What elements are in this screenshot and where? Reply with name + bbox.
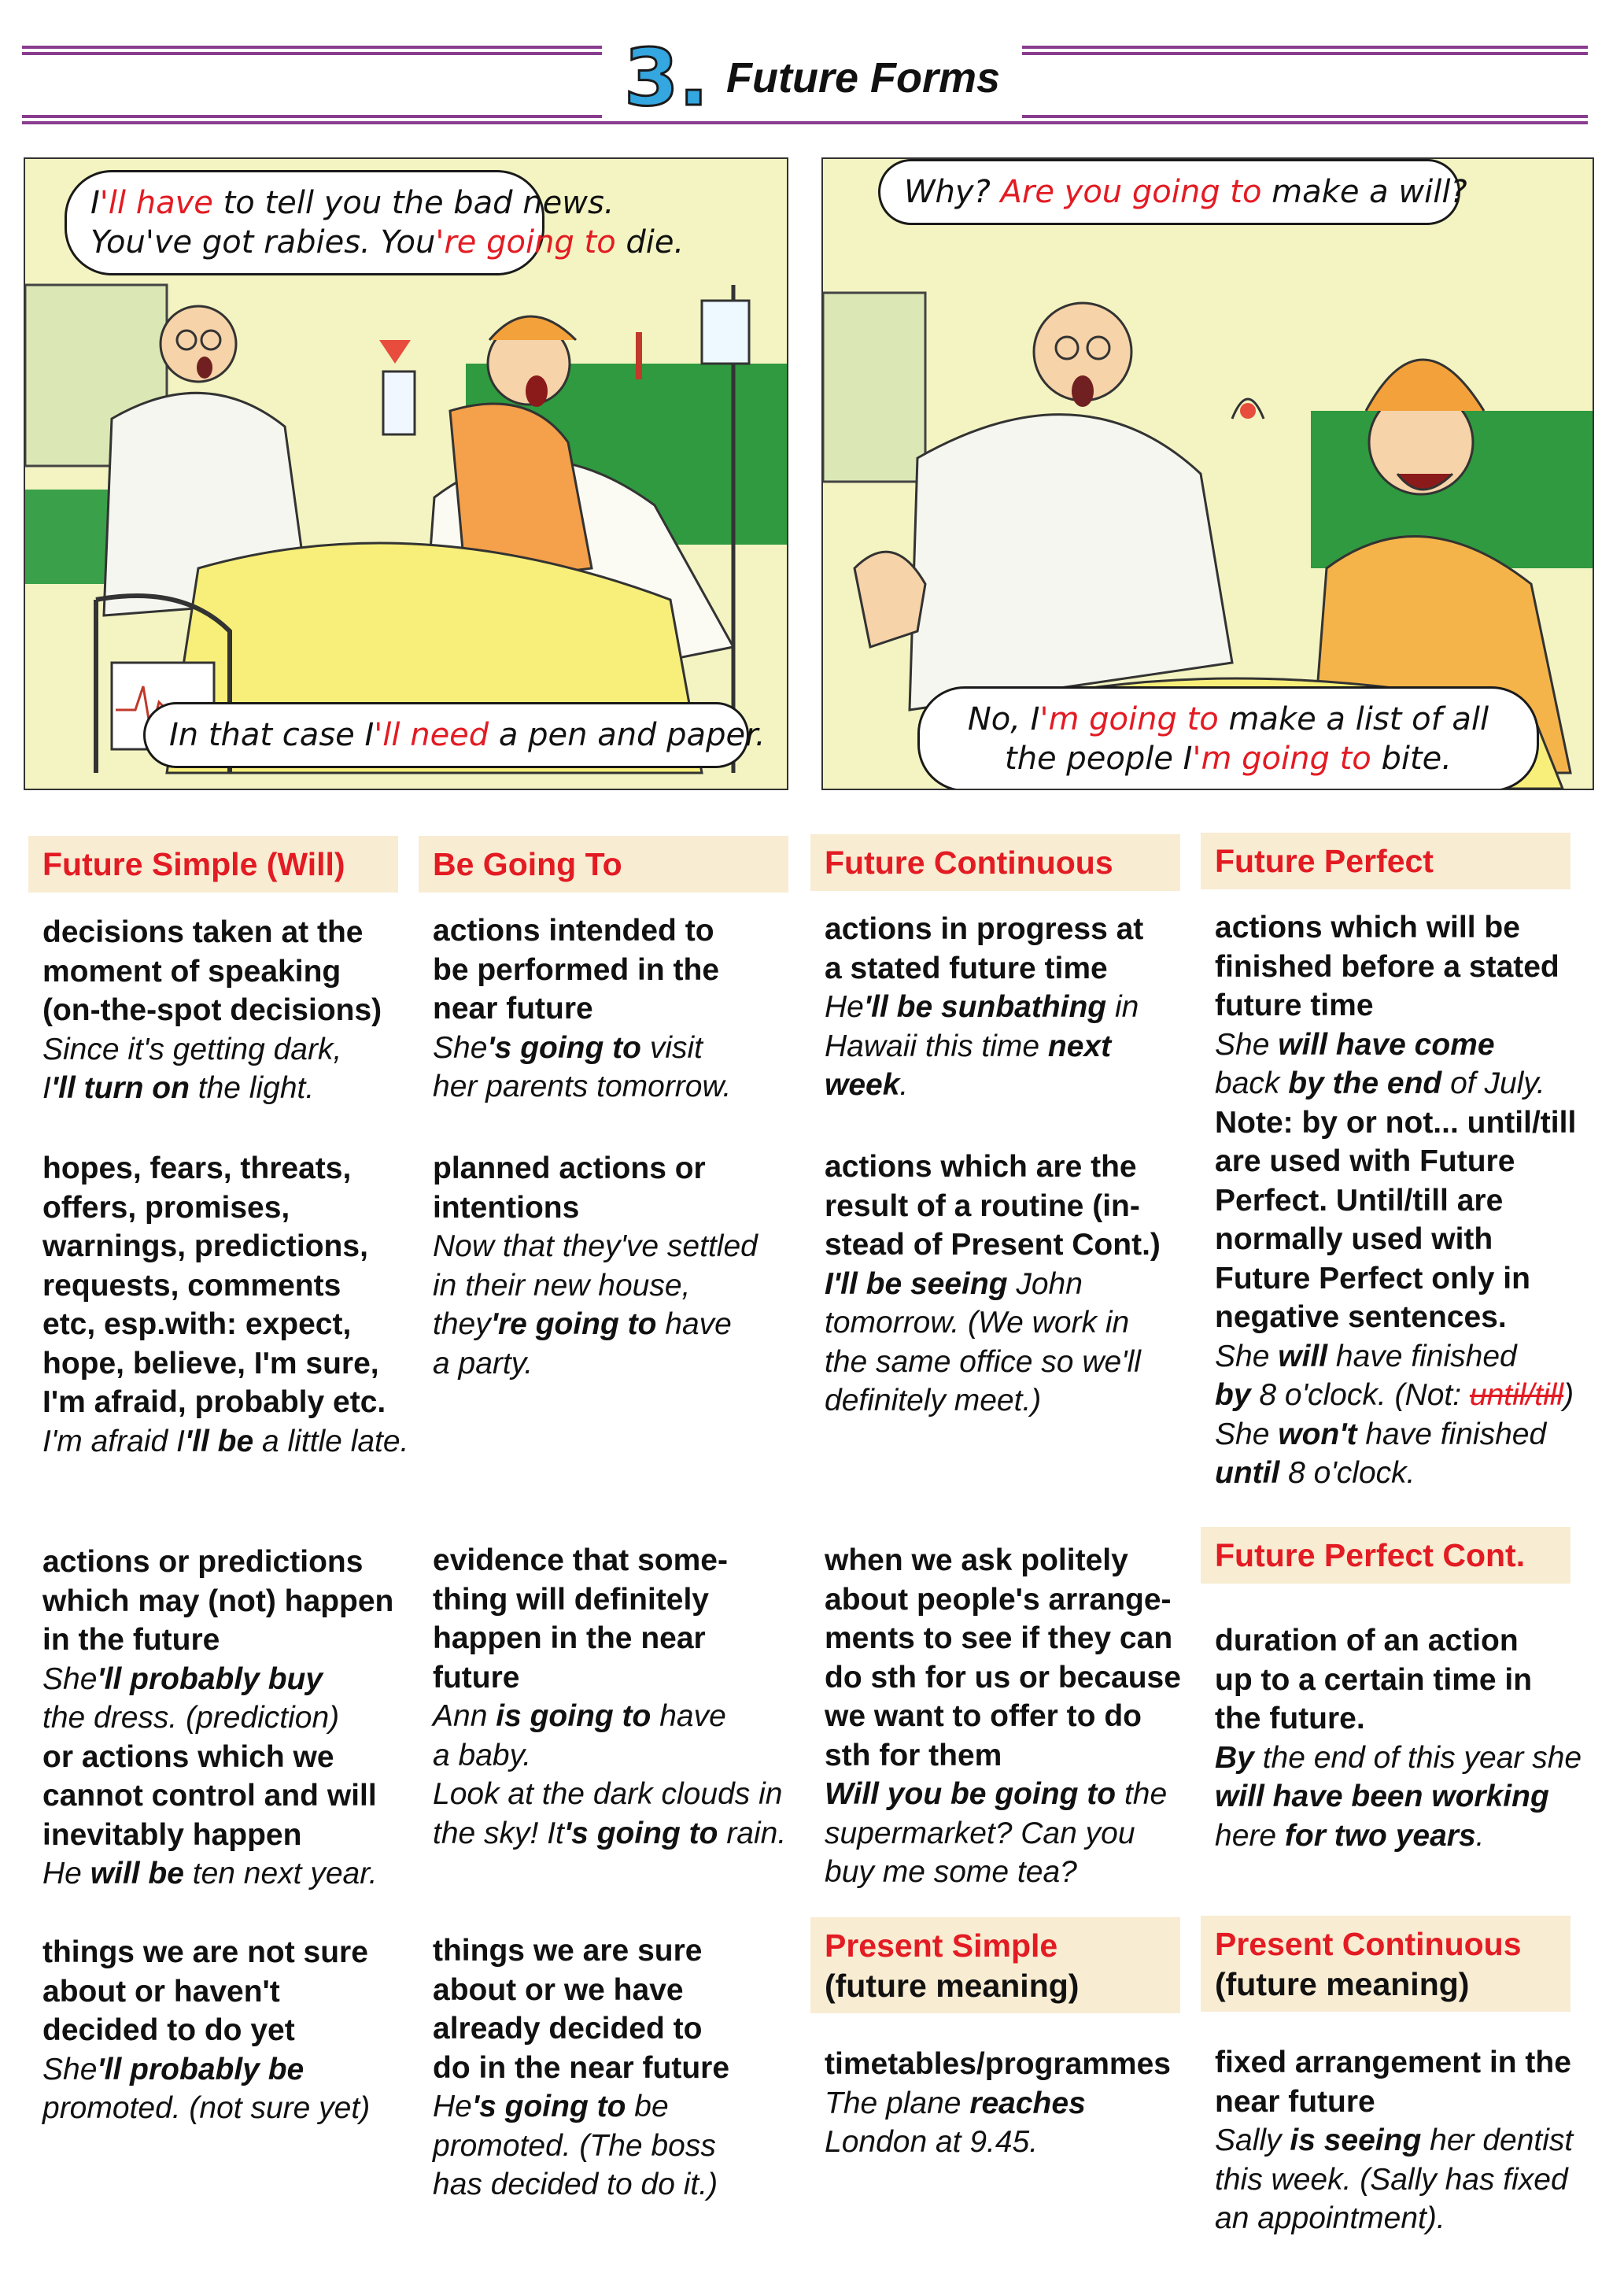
- future-simple-predictions: actions or predictions which may (not) happen in the future She'll probably buy the dress. (prediction) or actions which we cannot control and will inevitably happen He will be ten next year.: [42, 1545, 394, 1890]
- future-simple-not-sure: things we are not sure about or haven't decided to do yet She'll probably be promoted. (not sure yet): [42, 1935, 371, 2125]
- speech-bubble-doctor-2: Why? Are you going to make a will?: [878, 159, 1460, 225]
- future-simple-decisions: decisions taken at the moment of speaking (on-the-spot decisions) Since it's getting dark, I'll turn on the light.: [42, 915, 382, 1105]
- going-to-evidence: evidence that some- thing will definitely happen in the near future Ann is going to have a baby. Look at the dark clouds in the sky! It's going to rain.: [433, 1543, 787, 1850]
- present-simple-timetables: timetables/programmes The plane reaches London at 9.45.: [825, 2047, 1171, 2159]
- speech-bubble-doctor-1: I'll have to tell you the bad news. You've got rabies. You're going to die.: [65, 170, 544, 275]
- future-continuous-progress: actions in progress at a stated future time He'll be sunbathing in Hawaii this time next week.: [825, 912, 1144, 1102]
- column-be-going-to: [419, 836, 788, 893]
- present-continuous-arrangement: fixed arrangement in the near future Sally is seeing her dentist this week. (Sally has fixed an appointment).: [1215, 2046, 1574, 2235]
- future-perfect-cont-duration: duration of an action up to a certain time in the future. By the end of this year she will have been working here for two years.: [1215, 1624, 1582, 1853]
- page-title: [0, 31, 1624, 124]
- future-continuous-routine: actions which are the result of a routine (in- stead of Present Cont.) I'll be seeing John tomorrow. (We work in the same office so we'll definitely meet.): [825, 1150, 1161, 1417]
- comic-panel-right: [821, 157, 1594, 790]
- comic-panel-left: [24, 157, 788, 790]
- going-to-intended: actions intended to be performed in the near future She's going to visit her parents tomorrow.: [433, 914, 732, 1103]
- header-future-perfect-cont: Future Perfect Cont.: [1201, 1527, 1570, 1584]
- going-to-planned: planned actions or intentions Now that they've settled in their new house, they're going to have a party.: [433, 1151, 758, 1380]
- column-future-perfect: [1201, 833, 1570, 889]
- section-number: 3.: [623, 31, 709, 124]
- future-continuous-polite: when we ask politely about people's arrange- ments to see if they can do sth for us or because we want to offer to do sth for them Will you be going to the supermarket? Can you buy me some tea?: [825, 1543, 1181, 1889]
- future-perfect-finished: actions which will be finished before a stated future time She will have come back by the end of July. Note: by or not... until/till are used with Future Perfect. Until/till are normally used with Future Perfect only in negative sentences. She will have finished by 8 o'clock. (Not: until/till) She won't have finished until 8 o'clock.: [1215, 911, 1577, 1490]
- section-title: Future Forms: [726, 54, 1001, 102]
- column-future-continuous: [810, 834, 1180, 891]
- header-future-perfect: Future Perfect: [1201, 833, 1570, 889]
- future-simple-hopes: hopes, fears, threats, offers, promises, warnings, predictions, requests, comments etc, esp.with: expect, hope, believe, I'm sure, I'm afraid, probably etc. I'm afraid I'll be a little late.: [42, 1151, 409, 1458]
- going-to-sure: things we are sure about or we have already decided to do in the near future He's going to be promoted. (The boss has decided to do it.): [433, 1934, 730, 2201]
- header-present-simple: Present Simple (future meaning): [810, 1917, 1180, 2013]
- header-future-simple: Future Simple (Will): [28, 836, 398, 893]
- speech-bubble-patient-2: No, I'm going to make a list of all the people I'm going to bite.: [917, 686, 1539, 790]
- header-future-continuous: Future Continuous: [810, 834, 1180, 891]
- speech-bubble-patient-1: In that case I'll need a pen and paper.: [143, 702, 749, 768]
- column-future-simple: [28, 836, 398, 893]
- header-be-going-to: Be Going To: [419, 836, 788, 893]
- header-present-continuous: Present Continuous (future meaning): [1201, 1916, 1570, 2012]
